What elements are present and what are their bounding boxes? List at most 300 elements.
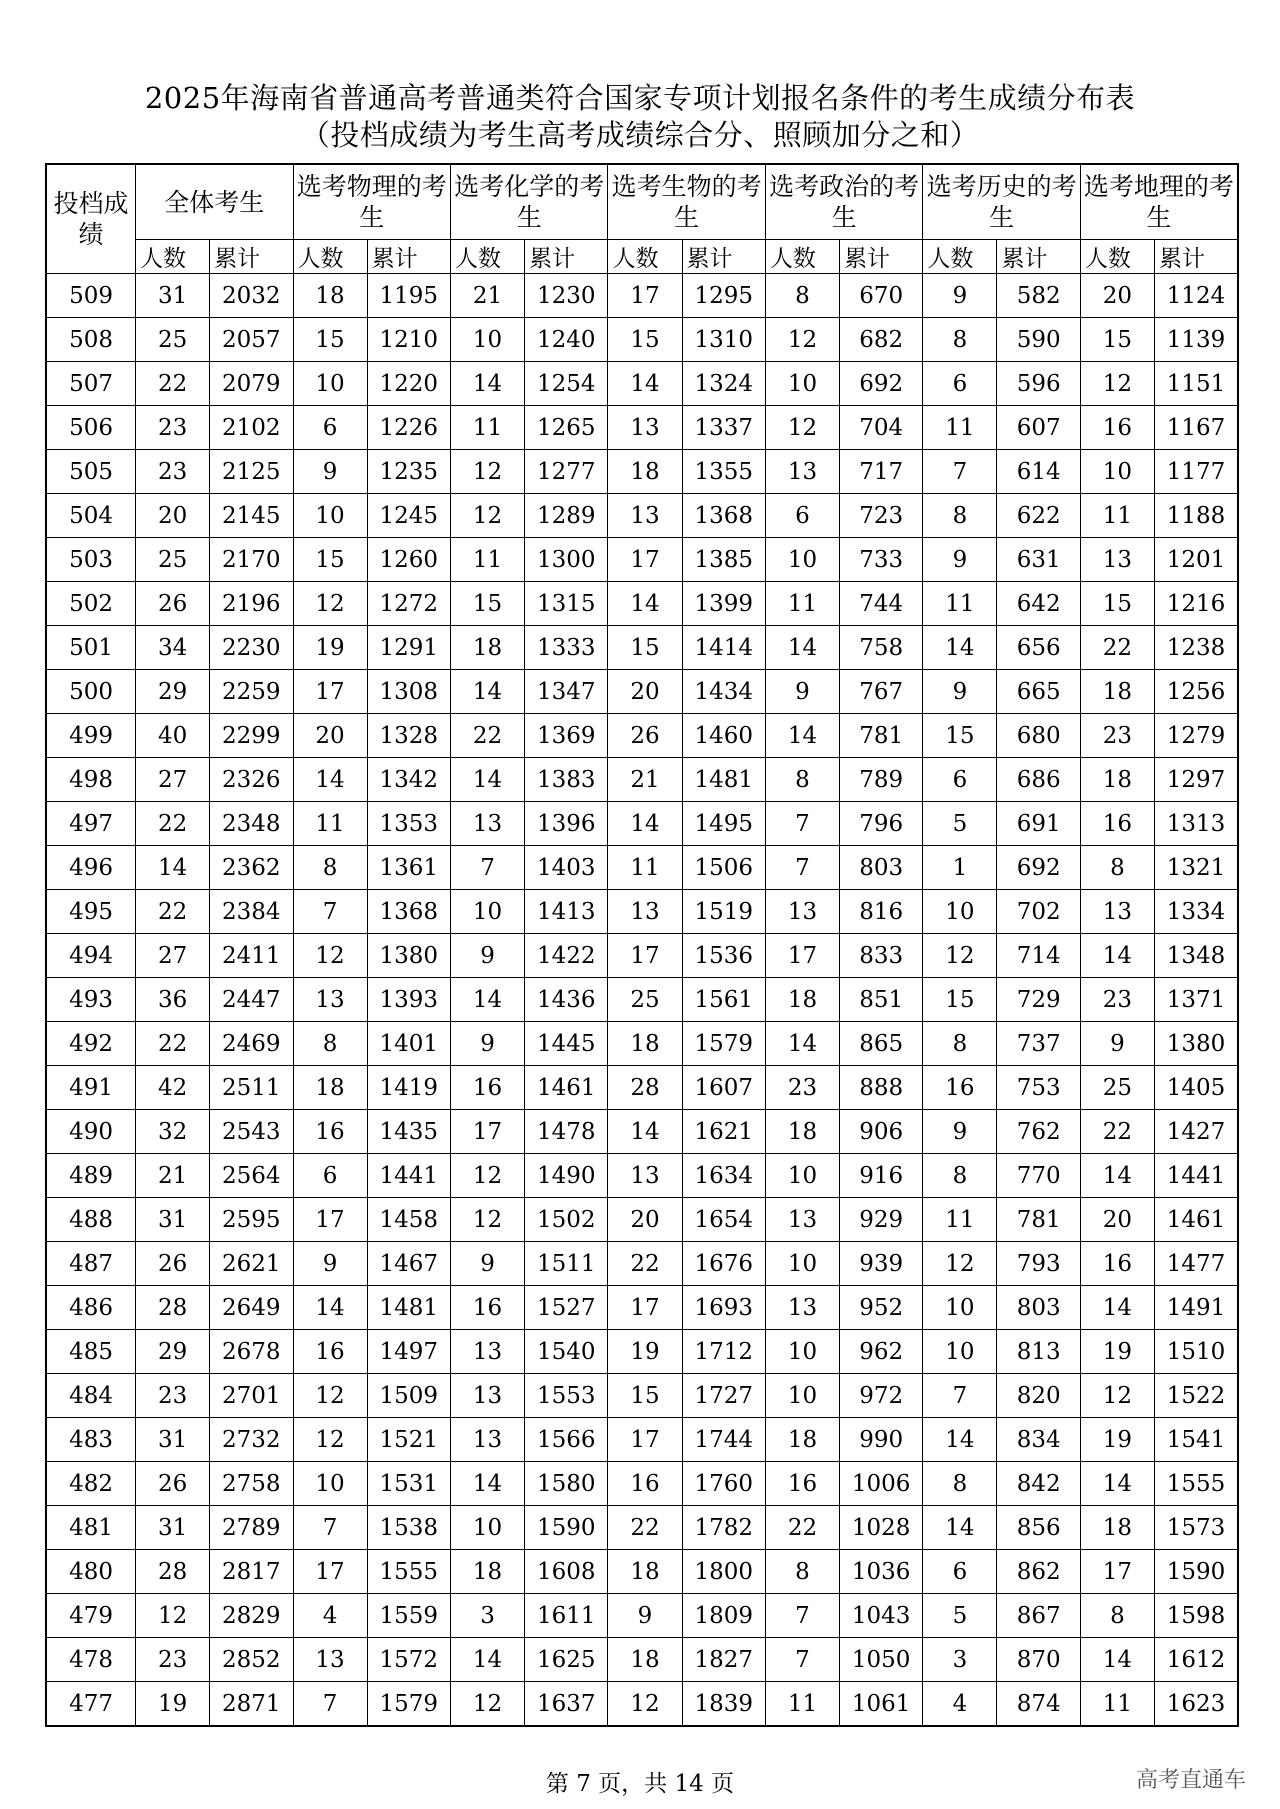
- score-cell: 478: [46, 1638, 136, 1682]
- cumulative-cell: 1265: [525, 406, 608, 450]
- cumulative-cell: 1151: [1154, 362, 1238, 406]
- cumulative-cell: 1050: [840, 1638, 923, 1682]
- cumulative-cell: 1573: [1154, 1506, 1238, 1550]
- cumulative-cell: 1612: [1154, 1638, 1238, 1682]
- cumulative-cell: 1598: [1154, 1594, 1238, 1638]
- table-row: [46, 1506, 1238, 1550]
- cumulative-cell: 1380: [367, 934, 450, 978]
- cumulative-cell: 1371: [1154, 978, 1238, 1022]
- count-cell: 6: [765, 494, 839, 538]
- table-row: [46, 758, 1238, 802]
- cumulative-cell: 665: [997, 670, 1080, 714]
- count-cell: 8: [1080, 846, 1154, 890]
- cumulative-cell: 1313: [1154, 802, 1238, 846]
- count-cell: 7: [923, 1374, 997, 1418]
- cumulative-cell: 2564: [210, 1154, 293, 1198]
- count-cell: 31: [136, 274, 210, 318]
- table-row: [46, 450, 1238, 494]
- cumulative-cell: 1385: [682, 538, 765, 582]
- count-cell: 14: [293, 1286, 367, 1330]
- cumulative-cell: 1235: [367, 450, 450, 494]
- count-cell: 14: [765, 626, 839, 670]
- count-cell: 14: [450, 670, 524, 714]
- cumulative-cell: 1380: [1154, 1022, 1238, 1066]
- cumulative-cell: 1260: [367, 538, 450, 582]
- count-cell: 8: [765, 1550, 839, 1594]
- table-row: [46, 1374, 1238, 1418]
- cumulative-cell: 874: [997, 1682, 1080, 1727]
- count-cell: 14: [1080, 934, 1154, 978]
- cumulative-cell: 1353: [367, 802, 450, 846]
- count-cell: 16: [1080, 802, 1154, 846]
- cumulative-cell: 1245: [367, 494, 450, 538]
- cumulative-cell: 1405: [1154, 1066, 1238, 1110]
- count-cell: 12: [293, 1418, 367, 1462]
- group-header: 选考化学的考生: [450, 164, 607, 240]
- score-cell: 480: [46, 1550, 136, 1594]
- count-cell: 23: [136, 1638, 210, 1682]
- count-cell: 15: [923, 978, 997, 1022]
- score-cell: 487: [46, 1242, 136, 1286]
- count-cell: 22: [450, 714, 524, 758]
- cumulative-cell: 762: [997, 1110, 1080, 1154]
- cumulative-cell: 1712: [682, 1330, 765, 1374]
- cumulative-cell: 1497: [367, 1330, 450, 1374]
- cumulative-cell: 793: [997, 1242, 1080, 1286]
- cumulative-cell: 2758: [210, 1462, 293, 1506]
- table-row: [46, 1594, 1238, 1638]
- table-row: [46, 934, 1238, 978]
- count-cell: 12: [1080, 1374, 1154, 1418]
- score-cell: 497: [46, 802, 136, 846]
- table-row: [46, 1330, 1238, 1374]
- cumulative-cell: 820: [997, 1374, 1080, 1418]
- count-cell: 22: [765, 1506, 839, 1550]
- cumulative-cell: 723: [840, 494, 923, 538]
- cumulative-cell: 1555: [367, 1550, 450, 1594]
- count-subheader: 人数: [1080, 240, 1154, 274]
- count-cell: 11: [450, 538, 524, 582]
- cumulative-cell: 1676: [682, 1242, 765, 1286]
- cumulative-cell: 2732: [210, 1418, 293, 1462]
- table-row: [46, 1550, 1238, 1594]
- count-cell: 21: [136, 1154, 210, 1198]
- cumulative-cell: 1510: [1154, 1330, 1238, 1374]
- cumulative-cell: 813: [997, 1330, 1080, 1374]
- count-cell: 5: [923, 1594, 997, 1638]
- cumulative-cell: 1279: [1154, 714, 1238, 758]
- cumulative-cell: 1441: [367, 1154, 450, 1198]
- cumulative-cell: 939: [840, 1242, 923, 1286]
- cumulative-cell: 856: [997, 1506, 1080, 1550]
- count-cell: 10: [450, 1506, 524, 1550]
- count-cell: 10: [293, 1462, 367, 1506]
- score-cell: 491: [46, 1066, 136, 1110]
- count-cell: 25: [608, 978, 682, 1022]
- cumulative-cell: 642: [997, 582, 1080, 626]
- cumulative-cell: 1435: [367, 1110, 450, 1154]
- count-cell: 7: [293, 1682, 367, 1727]
- count-cell: 18: [450, 1550, 524, 1594]
- count-cell: 27: [136, 934, 210, 978]
- cumulative-cell: 1521: [367, 1418, 450, 1462]
- score-cell: 502: [46, 582, 136, 626]
- count-cell: 14: [765, 714, 839, 758]
- score-cell: 504: [46, 494, 136, 538]
- table-row: [46, 1066, 1238, 1110]
- count-cell: 20: [136, 494, 210, 538]
- count-cell: 13: [765, 450, 839, 494]
- count-cell: 9: [923, 538, 997, 582]
- cumulative-cell: 1036: [840, 1550, 923, 1594]
- cumulative-cell: 2649: [210, 1286, 293, 1330]
- cumulative-cell: 2362: [210, 846, 293, 890]
- count-cell: 16: [1080, 1242, 1154, 1286]
- cumulative-cell: 816: [840, 890, 923, 934]
- count-cell: 14: [450, 758, 524, 802]
- cumulative-cell: 2196: [210, 582, 293, 626]
- count-cell: 15: [450, 582, 524, 626]
- count-cell: 13: [765, 890, 839, 934]
- cumulative-cell: 1559: [367, 1594, 450, 1638]
- cumulative-cell: 1210: [367, 318, 450, 362]
- cumulative-cell: 656: [997, 626, 1080, 670]
- cumulative-cell: 1124: [1154, 274, 1238, 318]
- cumulative-cell: 1383: [525, 758, 608, 802]
- count-cell: 10: [293, 362, 367, 406]
- cumulative-cell: 704: [840, 406, 923, 450]
- count-cell: 4: [293, 1594, 367, 1638]
- cumulative-cell: 744: [840, 582, 923, 626]
- cumulative-cell: 2170: [210, 538, 293, 582]
- cumulative-cell: 1308: [367, 670, 450, 714]
- count-cell: 9: [923, 274, 997, 318]
- cumulative-cell: 692: [840, 362, 923, 406]
- count-cell: 8: [1080, 1594, 1154, 1638]
- cumulative-cell: 1634: [682, 1154, 765, 1198]
- cumulative-cell: 596: [997, 362, 1080, 406]
- cumulative-cell: 1625: [525, 1638, 608, 1682]
- cumulative-cell: 1419: [367, 1066, 450, 1110]
- count-cell: 13: [765, 1286, 839, 1330]
- cumulative-cell: 2621: [210, 1242, 293, 1286]
- cumulative-cell: 729: [997, 978, 1080, 1022]
- cumulative-cell: 2299: [210, 714, 293, 758]
- count-cell: 12: [765, 318, 839, 362]
- count-cell: 25: [1080, 1066, 1154, 1110]
- count-cell: 28: [136, 1286, 210, 1330]
- score-cell: 482: [46, 1462, 136, 1506]
- count-cell: 14: [136, 846, 210, 890]
- cumulative-cell: 1061: [840, 1682, 923, 1727]
- count-cell: 15: [923, 714, 997, 758]
- count-cell: 22: [1080, 1110, 1154, 1154]
- table-row: [46, 406, 1238, 450]
- cumulative-cell: 1490: [525, 1154, 608, 1198]
- count-cell: 13: [765, 1198, 839, 1242]
- group-header: 选考地理的考生: [1080, 164, 1238, 240]
- cumulative-cell: 2259: [210, 670, 293, 714]
- count-cell: 14: [1080, 1462, 1154, 1506]
- cumulative-cell: 1478: [525, 1110, 608, 1154]
- cumulative-cell: 1028: [840, 1506, 923, 1550]
- count-cell: 18: [765, 978, 839, 1022]
- count-cell: 13: [293, 978, 367, 1022]
- cumulative-cell: 1607: [682, 1066, 765, 1110]
- table-row: [46, 1462, 1238, 1506]
- count-cell: 13: [293, 1638, 367, 1682]
- cumulative-subheader: 累计: [682, 240, 765, 274]
- cumulative-cell: 733: [840, 538, 923, 582]
- page-footer: 第 7 页，共 14 页: [545, 1771, 735, 1797]
- count-cell: 12: [293, 582, 367, 626]
- cumulative-cell: 1561: [682, 978, 765, 1022]
- count-cell: 13: [608, 494, 682, 538]
- cumulative-cell: 2852: [210, 1638, 293, 1682]
- count-cell: 31: [136, 1506, 210, 1550]
- count-cell: 14: [923, 1418, 997, 1462]
- count-cell: 11: [608, 846, 682, 890]
- count-cell: 8: [923, 494, 997, 538]
- cumulative-cell: 2102: [210, 406, 293, 450]
- score-cell: 505: [46, 450, 136, 494]
- cumulative-cell: 1238: [1154, 626, 1238, 670]
- count-cell: 13: [1080, 538, 1154, 582]
- cumulative-cell: 972: [840, 1374, 923, 1418]
- count-cell: 26: [136, 582, 210, 626]
- count-cell: 22: [136, 802, 210, 846]
- count-cell: 6: [293, 406, 367, 450]
- cumulative-cell: 1347: [525, 670, 608, 714]
- cumulative-cell: 1240: [525, 318, 608, 362]
- score-cell: 477: [46, 1682, 136, 1727]
- count-cell: 19: [136, 1682, 210, 1727]
- table-row: [46, 582, 1238, 626]
- score-cell: 481: [46, 1506, 136, 1550]
- group-header: 选考政治的考生: [765, 164, 922, 240]
- cumulative-cell: 1216: [1154, 582, 1238, 626]
- count-cell: 9: [450, 1242, 524, 1286]
- table-row: [46, 494, 1238, 538]
- count-cell: 22: [1080, 626, 1154, 670]
- cumulative-cell: 1541: [1154, 1418, 1238, 1462]
- score-cell: 507: [46, 362, 136, 406]
- count-cell: 8: [923, 1022, 997, 1066]
- group-header: 全体考生: [136, 164, 293, 240]
- cumulative-cell: 906: [840, 1110, 923, 1154]
- watermark: 高考直通车: [1135, 1768, 1246, 1793]
- count-cell: 10: [765, 1242, 839, 1286]
- group-header: 选考生物的考生: [608, 164, 765, 240]
- count-cell: 13: [608, 406, 682, 450]
- cumulative-cell: 758: [840, 626, 923, 670]
- count-cell: 10: [923, 1330, 997, 1374]
- count-cell: 10: [765, 1330, 839, 1374]
- cumulative-cell: 1608: [525, 1550, 608, 1594]
- cumulative-cell: 851: [840, 978, 923, 1022]
- cumulative-cell: 1555: [1154, 1462, 1238, 1506]
- cumulative-cell: 2230: [210, 626, 293, 670]
- cumulative-cell: 1506: [682, 846, 765, 890]
- score-cell: 503: [46, 538, 136, 582]
- count-cell: 11: [923, 406, 997, 450]
- count-cell: 16: [450, 1066, 524, 1110]
- cumulative-cell: 1540: [525, 1330, 608, 1374]
- cumulative-cell: 1324: [682, 362, 765, 406]
- score-cell: 494: [46, 934, 136, 978]
- cumulative-cell: 1522: [1154, 1374, 1238, 1418]
- score-cell: 486: [46, 1286, 136, 1330]
- table-row: [46, 1418, 1238, 1462]
- count-cell: 42: [136, 1066, 210, 1110]
- count-cell: 8: [765, 274, 839, 318]
- cumulative-cell: 1445: [525, 1022, 608, 1066]
- count-cell: 14: [608, 1110, 682, 1154]
- count-cell: 14: [450, 978, 524, 1022]
- cumulative-cell: 952: [840, 1286, 923, 1330]
- count-cell: 6: [923, 362, 997, 406]
- count-cell: 17: [608, 538, 682, 582]
- count-cell: 20: [293, 714, 367, 758]
- cumulative-cell: 631: [997, 538, 1080, 582]
- count-cell: 22: [608, 1242, 682, 1286]
- cumulative-cell: 1744: [682, 1418, 765, 1462]
- count-cell: 14: [608, 362, 682, 406]
- count-cell: 14: [923, 1506, 997, 1550]
- score-cell: 488: [46, 1198, 136, 1242]
- count-cell: 32: [136, 1110, 210, 1154]
- table-row: [46, 670, 1238, 714]
- cumulative-cell: 1139: [1154, 318, 1238, 362]
- cumulative-cell: 888: [840, 1066, 923, 1110]
- cumulative-cell: 1579: [367, 1682, 450, 1727]
- count-cell: 23: [1080, 978, 1154, 1022]
- count-cell: 11: [450, 406, 524, 450]
- table-row: [46, 1022, 1238, 1066]
- cumulative-cell: 1579: [682, 1022, 765, 1066]
- count-cell: 12: [923, 934, 997, 978]
- score-cell: 489: [46, 1154, 136, 1198]
- cumulative-cell: 1621: [682, 1110, 765, 1154]
- cumulative-cell: 1256: [1154, 670, 1238, 714]
- count-cell: 20: [608, 670, 682, 714]
- cumulative-cell: 1006: [840, 1462, 923, 1506]
- cumulative-cell: 1422: [525, 934, 608, 978]
- cumulative-cell: 1321: [1154, 846, 1238, 890]
- cumulative-cell: 1511: [525, 1242, 608, 1286]
- cumulative-cell: 1580: [525, 1462, 608, 1506]
- cumulative-cell: 990: [840, 1418, 923, 1462]
- count-cell: 13: [608, 1154, 682, 1198]
- cumulative-cell: 1177: [1154, 450, 1238, 494]
- cumulative-cell: 1519: [682, 890, 765, 934]
- cumulative-cell: 1342: [367, 758, 450, 802]
- count-cell: 26: [608, 714, 682, 758]
- cumulative-cell: 2079: [210, 362, 293, 406]
- count-cell: 5: [923, 802, 997, 846]
- group-header: 选考物理的考生: [293, 164, 450, 240]
- count-cell: 9: [450, 934, 524, 978]
- count-cell: 9: [293, 450, 367, 494]
- count-cell: 12: [293, 934, 367, 978]
- count-cell: 29: [136, 670, 210, 714]
- cumulative-cell: 622: [997, 494, 1080, 538]
- count-cell: 17: [1080, 1550, 1154, 1594]
- table-row: [46, 626, 1238, 670]
- count-cell: 16: [293, 1330, 367, 1374]
- cumulative-cell: 1295: [682, 274, 765, 318]
- count-cell: 16: [1080, 406, 1154, 450]
- count-cell: 13: [450, 1374, 524, 1418]
- cumulative-cell: 2701: [210, 1374, 293, 1418]
- score-cell: 498: [46, 758, 136, 802]
- score-cell: 496: [46, 846, 136, 890]
- count-cell: 7: [765, 846, 839, 890]
- cumulative-cell: 781: [840, 714, 923, 758]
- cumulative-cell: 1401: [367, 1022, 450, 1066]
- count-cell: 15: [1080, 318, 1154, 362]
- cumulative-cell: 1481: [682, 758, 765, 802]
- score-cell: 499: [46, 714, 136, 758]
- cumulative-cell: 1043: [840, 1594, 923, 1638]
- score-cell: 506: [46, 406, 136, 450]
- count-cell: 8: [923, 318, 997, 362]
- cumulative-cell: 803: [997, 1286, 1080, 1330]
- count-cell: 12: [450, 1198, 524, 1242]
- count-cell: 10: [923, 890, 997, 934]
- count-cell: 17: [608, 1418, 682, 1462]
- cumulative-cell: 962: [840, 1330, 923, 1374]
- cumulative-cell: 1368: [367, 890, 450, 934]
- cumulative-cell: 1495: [682, 802, 765, 846]
- score-cell: 495: [46, 890, 136, 934]
- count-cell: 12: [450, 494, 524, 538]
- cumulative-subheader: 累计: [367, 240, 450, 274]
- cumulative-subheader: 累计: [210, 240, 293, 274]
- cumulative-cell: 692: [997, 846, 1080, 890]
- count-cell: 16: [450, 1286, 524, 1330]
- cumulative-cell: 737: [997, 1022, 1080, 1066]
- cumulative-cell: 1399: [682, 582, 765, 626]
- cumulative-cell: 1461: [1154, 1198, 1238, 1242]
- cumulative-cell: 1220: [367, 362, 450, 406]
- cumulative-cell: 1337: [682, 406, 765, 450]
- cumulative-cell: 1393: [367, 978, 450, 1022]
- count-cell: 13: [1080, 890, 1154, 934]
- cumulative-cell: 590: [997, 318, 1080, 362]
- cumulative-cell: 870: [997, 1638, 1080, 1682]
- count-cell: 11: [1080, 1682, 1154, 1727]
- cumulative-cell: 1590: [1154, 1550, 1238, 1594]
- count-cell: 11: [1080, 494, 1154, 538]
- cumulative-cell: 834: [997, 1418, 1080, 1462]
- count-cell: 11: [923, 1198, 997, 1242]
- cumulative-cell: 770: [997, 1154, 1080, 1198]
- cumulative-cell: 1491: [1154, 1286, 1238, 1330]
- count-cell: 7: [293, 890, 367, 934]
- count-cell: 16: [293, 1110, 367, 1154]
- count-cell: 23: [765, 1066, 839, 1110]
- score-cell: 485: [46, 1330, 136, 1374]
- count-cell: 27: [136, 758, 210, 802]
- cumulative-cell: 1502: [525, 1198, 608, 1242]
- cumulative-cell: 865: [840, 1022, 923, 1066]
- cumulative-cell: 2543: [210, 1110, 293, 1154]
- cumulative-cell: 2326: [210, 758, 293, 802]
- score-cell: 493: [46, 978, 136, 1022]
- count-cell: 19: [1080, 1418, 1154, 1462]
- count-cell: 11: [293, 802, 367, 846]
